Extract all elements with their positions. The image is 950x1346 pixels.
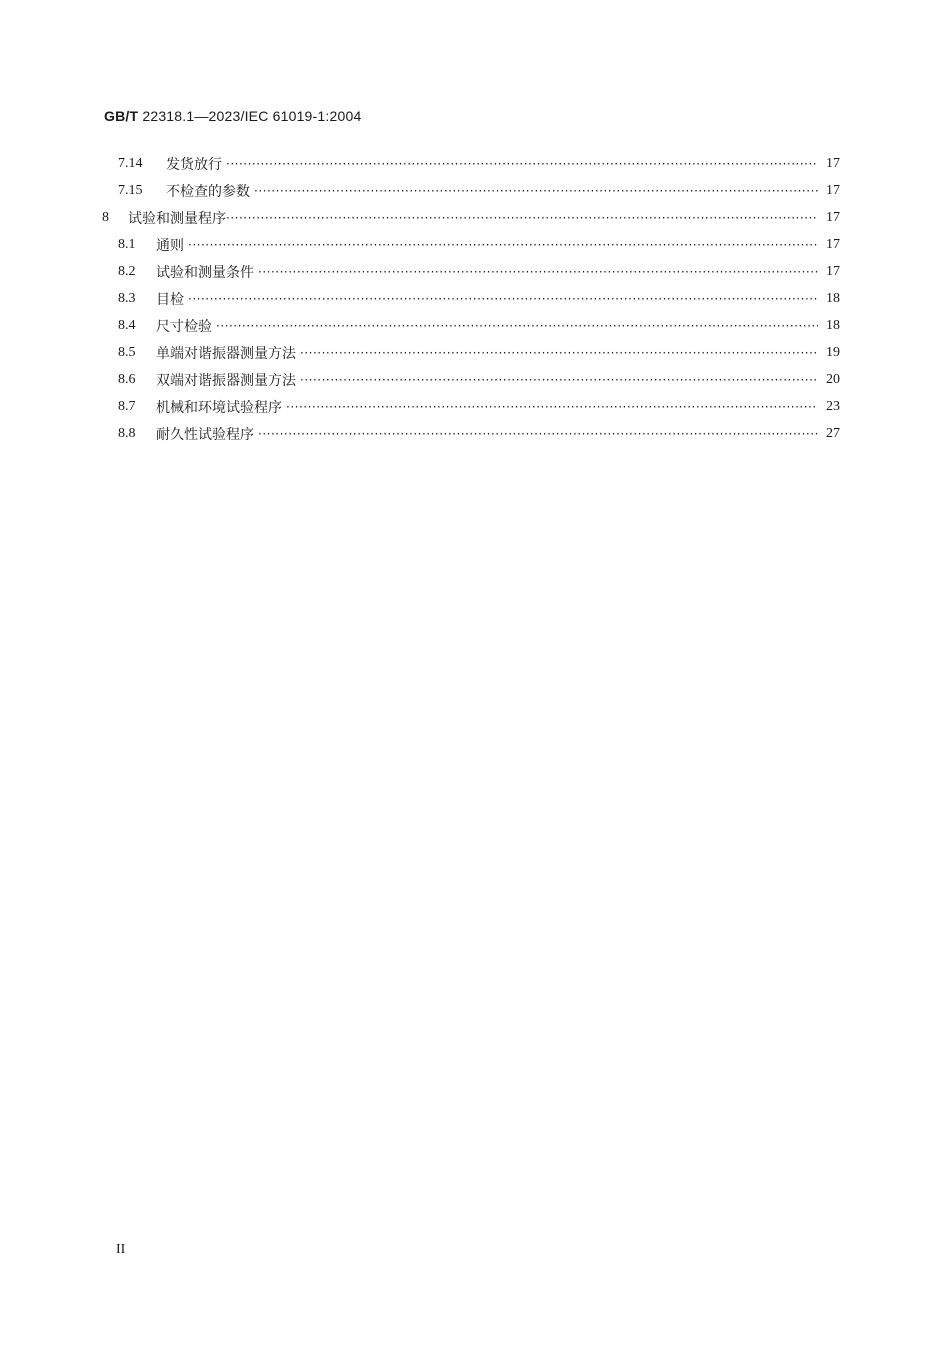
toc-entry-8-6[interactable] <box>118 370 840 390</box>
toc-entry-number: 8.6 <box>118 372 136 387</box>
toc-entry-7-14[interactable] <box>118 154 840 174</box>
toc-entry-8-4[interactable] <box>118 316 840 336</box>
dot-leader <box>188 235 818 255</box>
toc-entry-title: 双端对谐振器测量方法 <box>156 373 296 389</box>
page-number: II <box>116 1242 126 1257</box>
toc-entry-7-15[interactable] <box>118 181 840 201</box>
toc-entry-number: 8.1 <box>118 237 136 252</box>
toc-entry-number: 8.3 <box>118 291 136 306</box>
toc-entry-number: 8.8 <box>118 426 136 441</box>
dot-leader <box>300 343 818 363</box>
toc-entry-page: 17 <box>826 237 840 252</box>
toc-entry-title: 目检 <box>156 292 184 308</box>
toc-entry-title: 发货放行 <box>166 157 222 173</box>
toc-entry-page: 19 <box>826 345 840 360</box>
standard-number: 22318.1—2023/IEC 61019-1:2004 <box>142 108 362 124</box>
toc-entry-8-1[interactable] <box>118 235 840 255</box>
toc-entry-number: 7.15 <box>118 183 143 198</box>
toc-entry-8-3[interactable] <box>118 289 840 309</box>
toc-entry-page: 17 <box>826 183 840 198</box>
toc-entry-title: 通则 <box>156 238 184 254</box>
standard-code: GB/T <box>104 108 139 124</box>
toc-entry-8-5[interactable] <box>118 343 840 363</box>
dot-leader <box>216 316 818 336</box>
toc-entry-page: 17 <box>826 156 840 171</box>
toc-entry-page: 17 <box>826 264 840 279</box>
toc-entry-title: 试验和测量条件 <box>156 265 254 281</box>
toc-entry-title: 不检查的参数 <box>166 184 250 200</box>
toc-entry-number: 8 <box>102 210 109 225</box>
toc-entry-title: 机械和环境试验程序 <box>156 400 282 416</box>
toc-entry-page: 20 <box>826 372 840 387</box>
toc-entry-page: 17 <box>826 210 840 225</box>
toc-entry-page: 27 <box>826 426 840 441</box>
toc-entry-8[interactable] <box>102 208 840 228</box>
toc-entry-page: 23 <box>826 399 840 414</box>
toc-entry-8-8[interactable] <box>118 424 840 444</box>
toc-entry-title: 单端对谐振器测量方法 <box>156 346 296 362</box>
toc-entry-8-2[interactable] <box>118 262 840 282</box>
toc-entry-page: 18 <box>826 291 840 306</box>
dot-leader <box>300 370 818 390</box>
toc-entry-8-7[interactable] <box>118 397 840 417</box>
toc-entry-number: 8.7 <box>118 399 136 414</box>
dot-leader <box>254 181 818 201</box>
toc-entry-number: 8.5 <box>118 345 136 360</box>
dot-leader <box>226 154 818 174</box>
toc-entry-title: 试验和测量程序 <box>128 211 226 227</box>
toc-entry-number: 7.14 <box>118 156 143 171</box>
dot-leader <box>286 397 818 417</box>
dot-leader <box>258 424 818 444</box>
dot-leader <box>226 208 818 228</box>
toc-entry-number: 8.2 <box>118 264 136 279</box>
toc-entry-page: 18 <box>826 318 840 333</box>
toc-entry-number: 8.4 <box>118 318 136 333</box>
toc-entry-title: 耐久性试验程序 <box>156 427 254 443</box>
toc-entry-title: 尺寸检验 <box>156 319 212 335</box>
dot-leader <box>188 289 818 309</box>
dot-leader <box>258 262 818 282</box>
